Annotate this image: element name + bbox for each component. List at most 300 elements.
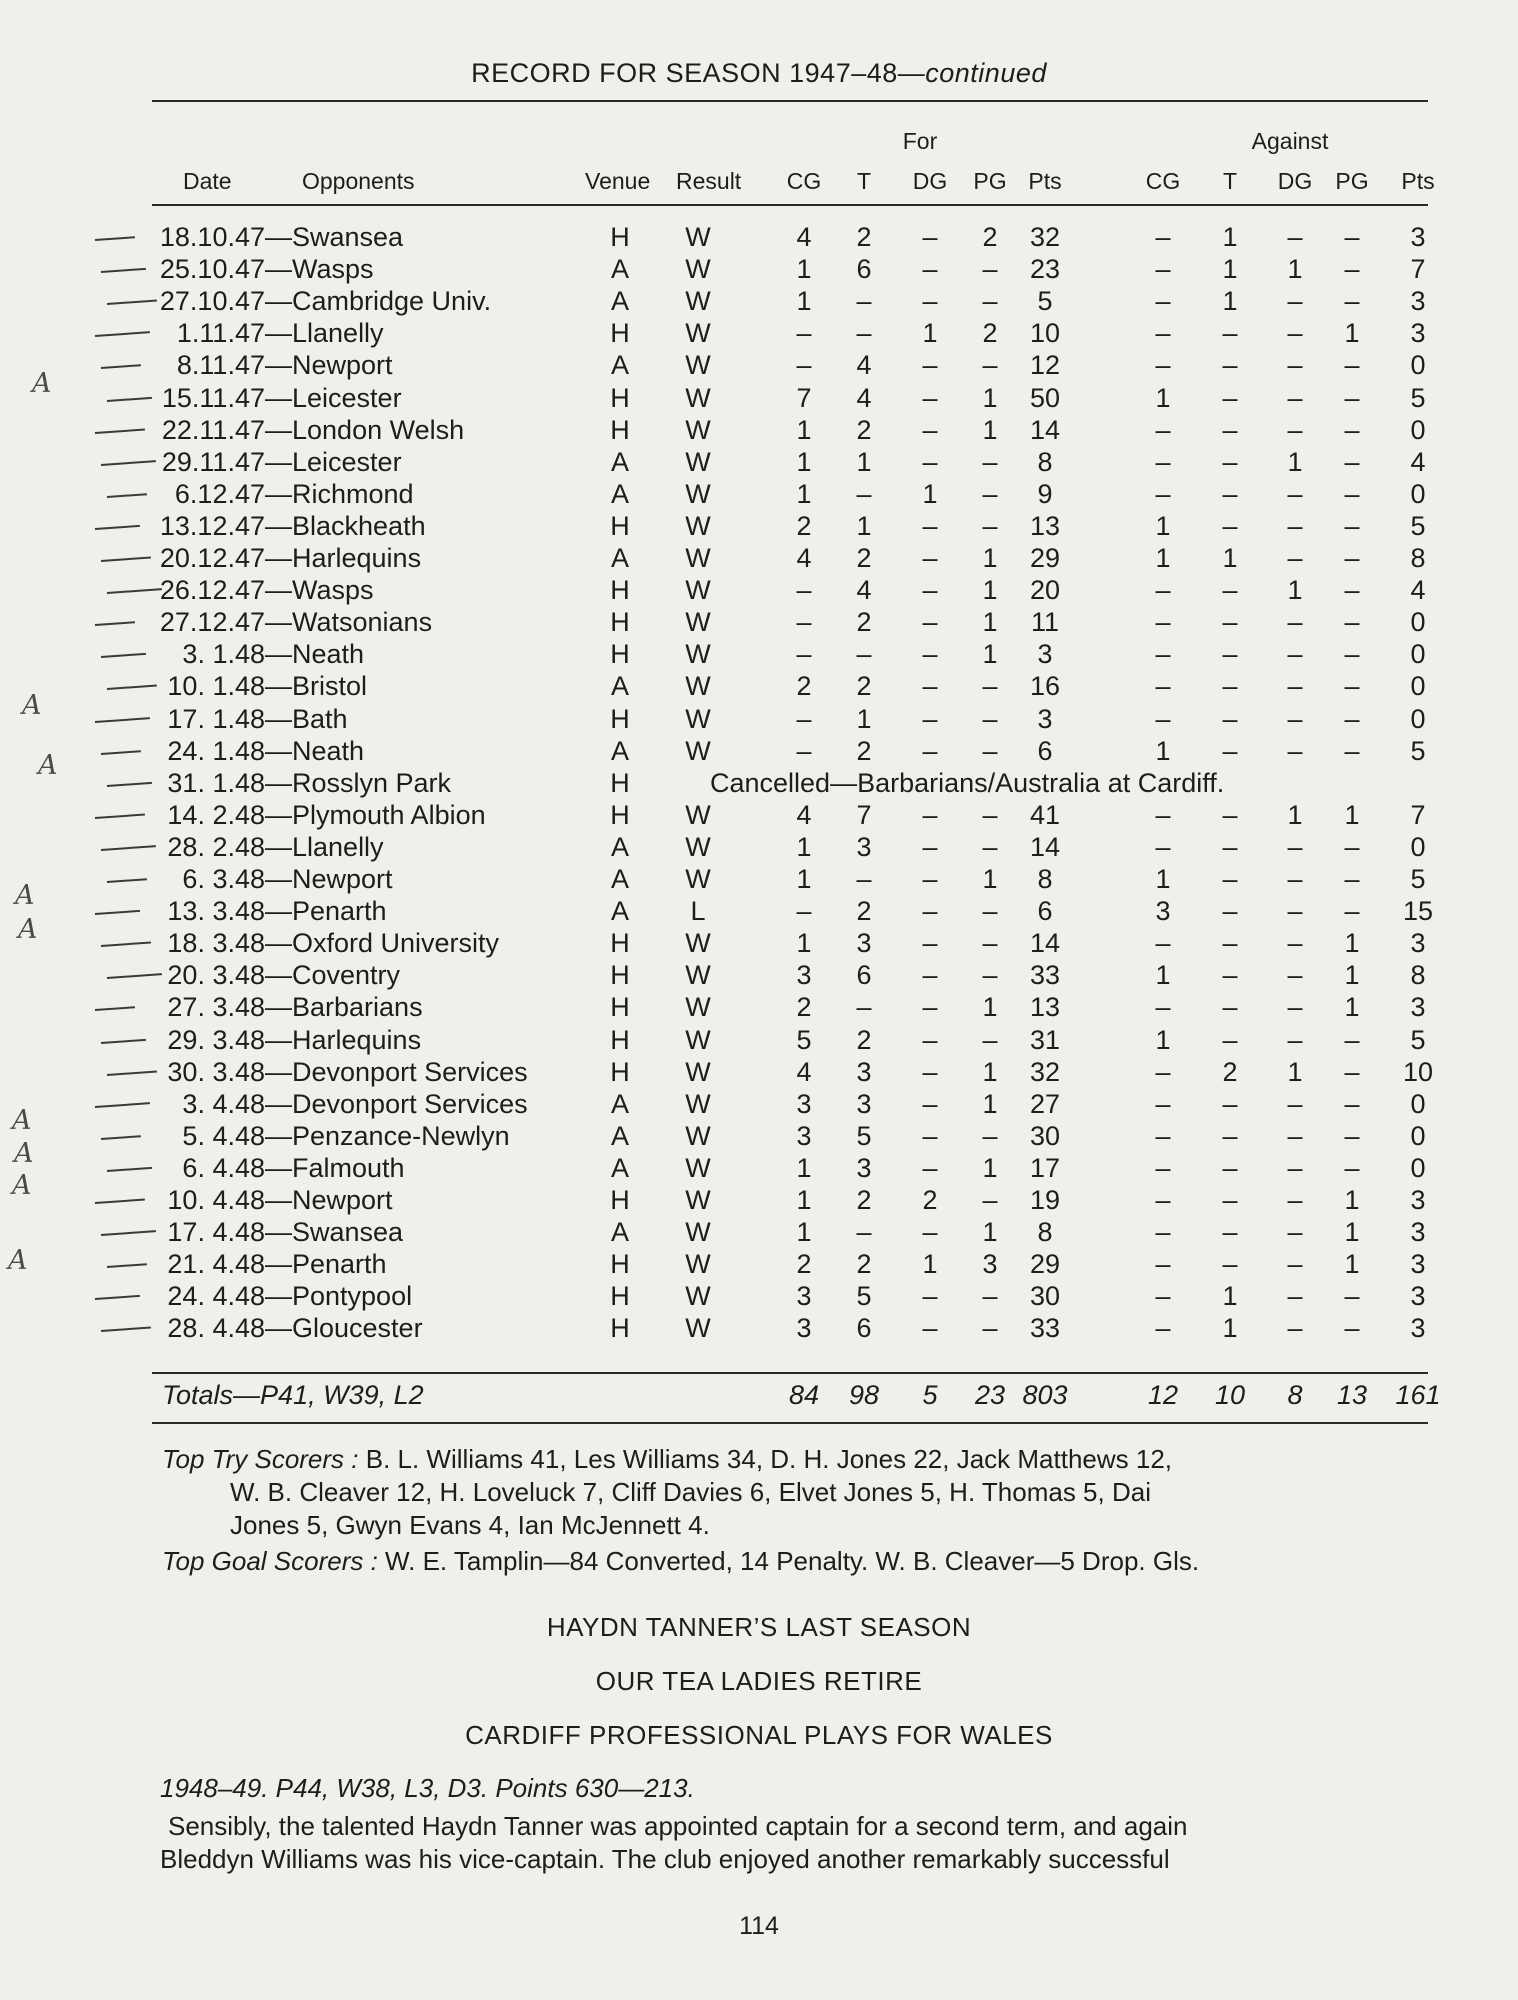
against-cg: – — [1155, 639, 1171, 669]
for-dg: – — [922, 1089, 938, 1119]
against-t: – — [1222, 575, 1238, 605]
for-pg: 1 — [982, 1217, 998, 1247]
for-dg: – — [922, 1217, 938, 1247]
for-pg: – — [982, 1121, 998, 1151]
for-dg: – — [922, 992, 938, 1022]
for-dg: 1 — [922, 318, 938, 348]
for-pts: 23 — [1029, 254, 1061, 284]
for-pg: 1 — [982, 607, 998, 637]
for-dg: – — [922, 928, 938, 958]
for-pts: 13 — [1029, 992, 1061, 1022]
for-dg: – — [922, 1025, 938, 1055]
for-t: 7 — [856, 800, 872, 830]
for-t: 1 — [856, 447, 872, 477]
against-cg: – — [1155, 1281, 1171, 1311]
for-t: 6 — [856, 1313, 872, 1343]
venue: A — [610, 832, 629, 862]
match-date: 30. 3.48— — [167, 1057, 292, 1087]
for-cg: 1 — [796, 415, 812, 445]
for-dg: – — [922, 286, 938, 316]
against-dg: – — [1287, 607, 1303, 637]
for-pg: 1 — [982, 864, 998, 894]
header-date: Date — [183, 168, 232, 194]
for-cg: 1 — [796, 286, 812, 316]
for-cg: 3 — [796, 960, 812, 990]
for-pts: 30 — [1029, 1121, 1061, 1151]
for-pg: – — [982, 800, 998, 830]
match-date: 31. 1.48— — [167, 768, 292, 798]
opponent-name: Pontypool — [292, 1281, 413, 1311]
for-cg: – — [796, 350, 812, 380]
for-dg: – — [922, 575, 938, 605]
opponent-name: Bath — [292, 704, 348, 734]
against-dg: – — [1287, 928, 1303, 958]
total-against-pts: 161 — [1395, 1380, 1441, 1410]
for-pg: 1 — [982, 383, 998, 413]
for-dg: – — [922, 704, 938, 734]
opponent-name: Devonport Services — [292, 1089, 528, 1119]
against-cg: – — [1155, 1153, 1171, 1183]
for-cg: 1 — [796, 254, 812, 284]
venue: A — [610, 479, 629, 509]
venue: H — [610, 415, 630, 445]
header-against-pts: Pts — [1401, 168, 1435, 194]
against-t: – — [1222, 864, 1238, 894]
for-cg: 3 — [796, 1313, 812, 1343]
for-dg: – — [922, 1281, 938, 1311]
against-dg: – — [1287, 318, 1303, 348]
for-t: 1 — [856, 704, 872, 734]
for-cg: 1 — [796, 447, 812, 477]
opponent-name: Cambridge Univ. — [292, 286, 492, 316]
against-t: – — [1222, 607, 1238, 637]
against-pg: – — [1344, 704, 1360, 734]
against-dg: – — [1287, 543, 1303, 573]
for-pg: 1 — [982, 1153, 998, 1183]
body-line-2: Bleddyn Williams was his vice-captain. The club enjoyed another remarkably successful — [160, 1844, 1170, 1874]
against-pg: – — [1344, 575, 1360, 605]
against-pts: 4 — [1410, 575, 1426, 605]
result: W — [685, 254, 711, 284]
against-t: – — [1222, 896, 1238, 926]
for-t: 4 — [856, 575, 872, 605]
venue: A — [610, 350, 629, 380]
against-pg: 1 — [1344, 960, 1360, 990]
cancellation-note: Cancelled—Barbarians/Australia at Cardiff. — [710, 768, 1225, 798]
for-pts: 16 — [1029, 671, 1061, 701]
for-pg: 3 — [982, 1249, 998, 1279]
for-dg: – — [922, 254, 938, 284]
against-dg: – — [1287, 639, 1303, 669]
result: W — [685, 864, 711, 894]
opponent-name: Swansea — [292, 222, 404, 252]
against-pg: – — [1344, 1121, 1360, 1151]
against-cg: – — [1155, 479, 1171, 509]
for-pts: 33 — [1029, 960, 1061, 990]
for-cg: 1 — [796, 479, 812, 509]
against-pts: 3 — [1410, 1313, 1426, 1343]
venue: A — [610, 671, 629, 701]
against-cg: – — [1155, 222, 1171, 252]
match-date: 14. 2.48— — [167, 800, 292, 830]
match-date: 27. 3.48— — [167, 992, 292, 1022]
for-pts: 10 — [1029, 318, 1061, 348]
against-pts: 0 — [1410, 607, 1426, 637]
match-date: 26.12.47— — [159, 575, 292, 605]
total-against-pg: 13 — [1336, 1380, 1368, 1410]
heading-professional: CARDIFF PROFESSIONAL PLAYS FOR WALES — [465, 1720, 1053, 1750]
venue: H — [610, 960, 630, 990]
against-pg: – — [1344, 832, 1360, 862]
against-pts: 5 — [1410, 1025, 1426, 1055]
against-dg: – — [1287, 736, 1303, 766]
against-t: – — [1222, 1249, 1238, 1279]
venue: A — [610, 1089, 629, 1119]
against-cg: – — [1155, 800, 1171, 830]
venue: A — [610, 1217, 629, 1247]
against-cg: – — [1155, 415, 1171, 445]
against-t: – — [1222, 383, 1238, 413]
against-pg: – — [1344, 1057, 1360, 1087]
result: W — [685, 415, 711, 445]
against-pg: – — [1344, 222, 1360, 252]
against-dg: – — [1287, 864, 1303, 894]
for-cg: – — [796, 575, 812, 605]
against-t: – — [1222, 1089, 1238, 1119]
against-pts: 0 — [1410, 639, 1426, 669]
pencil-tick-mark — [95, 236, 135, 241]
for-dg: – — [922, 383, 938, 413]
for-pts: 14 — [1029, 928, 1061, 958]
for-pts: 19 — [1029, 1185, 1061, 1215]
for-pg: – — [982, 1025, 998, 1055]
against-dg: – — [1287, 1185, 1303, 1215]
for-t: 2 — [856, 543, 872, 573]
against-pg: – — [1344, 671, 1360, 701]
venue: A — [610, 447, 629, 477]
against-dg: – — [1287, 704, 1303, 734]
for-t: – — [856, 286, 872, 316]
venue: H — [610, 511, 630, 541]
venue: A — [610, 1153, 629, 1183]
for-pts: 8 — [1037, 864, 1053, 894]
total-for-pts: 803 — [1022, 1380, 1068, 1410]
against-dg: – — [1287, 383, 1303, 413]
against-pts: 15 — [1402, 896, 1434, 926]
against-dg: 1 — [1287, 447, 1303, 477]
against-t: 1 — [1222, 254, 1238, 284]
match-date: 6. 3.48— — [182, 864, 292, 894]
result: W — [685, 511, 711, 541]
for-t: – — [856, 639, 872, 669]
against-pts: 3 — [1410, 1185, 1426, 1215]
against-cg: 1 — [1155, 736, 1171, 766]
venue: H — [610, 1249, 630, 1279]
for-dg: 1 — [922, 1249, 938, 1279]
venue: A — [610, 896, 629, 926]
against-dg: 1 — [1287, 800, 1303, 830]
opponent-name: Harlequins — [292, 1025, 422, 1055]
for-pg: 1 — [982, 415, 998, 445]
match-date: 8.11.47— — [176, 350, 292, 380]
venue: H — [610, 1025, 630, 1055]
against-t: 1 — [1222, 286, 1238, 316]
against-pts: 8 — [1410, 960, 1426, 990]
result: W — [685, 607, 711, 637]
for-cg: – — [796, 607, 812, 637]
header-against-t: T — [1222, 168, 1238, 194]
against-t: – — [1222, 1153, 1238, 1183]
total-for-pg: 23 — [974, 1380, 1006, 1410]
against-cg: – — [1155, 1089, 1171, 1119]
against-t: 1 — [1222, 1281, 1238, 1311]
for-dg: – — [922, 832, 938, 862]
result: W — [685, 1057, 711, 1087]
venue: H — [610, 383, 630, 413]
against-dg: – — [1287, 479, 1303, 509]
venue: H — [610, 992, 630, 1022]
for-cg: 3 — [796, 1281, 812, 1311]
against-cg: – — [1155, 286, 1171, 316]
match-date: 24. 1.48— — [167, 736, 292, 766]
total-against-t: 10 — [1214, 1380, 1246, 1410]
for-pg: – — [982, 928, 998, 958]
for-pts: 31 — [1029, 1025, 1061, 1055]
for-t: 6 — [856, 254, 872, 284]
against-t: – — [1222, 318, 1238, 348]
match-date: 5. 4.48— — [182, 1121, 292, 1151]
against-dg: – — [1287, 1089, 1303, 1119]
against-pg: 1 — [1344, 800, 1360, 830]
match-date: 17. 4.48— — [167, 1217, 292, 1247]
against-cg: – — [1155, 1217, 1171, 1247]
pencil-tick-mark — [95, 621, 135, 626]
against-cg: 1 — [1155, 960, 1171, 990]
result: W — [685, 992, 711, 1022]
against-pts: 3 — [1410, 1249, 1426, 1279]
result: W — [685, 1281, 711, 1311]
heading-tanner: HAYDN TANNER’S LAST SEASON — [546, 1612, 972, 1642]
against-dg: – — [1287, 1217, 1303, 1247]
result: W — [685, 575, 711, 605]
against-dg: 1 — [1287, 254, 1303, 284]
result: W — [685, 350, 711, 380]
against-t: – — [1222, 350, 1238, 380]
opponent-name: Plymouth Albion — [292, 800, 486, 830]
against-cg: – — [1155, 1121, 1171, 1151]
against-pts: 0 — [1410, 1089, 1426, 1119]
for-dg: – — [922, 1313, 938, 1343]
for-cg: – — [796, 318, 812, 348]
against-t: – — [1222, 415, 1238, 445]
margin-annotation: A — [12, 1105, 32, 1136]
top-rule — [152, 100, 1428, 102]
against-pts: 10 — [1402, 1057, 1434, 1087]
opponent-name: Falmouth — [292, 1153, 405, 1183]
for-pts: 9 — [1037, 479, 1053, 509]
match-date: 24. 4.48— — [167, 1281, 292, 1311]
opponent-name: Neath — [292, 736, 365, 766]
against-t: – — [1222, 1185, 1238, 1215]
opponent-name: Oxford University — [292, 928, 500, 958]
opponent-name: Newport — [292, 864, 393, 894]
header-for-pg: PG — [973, 168, 1007, 194]
match-date: 10. 1.48— — [167, 671, 292, 701]
against-pg: 1 — [1344, 992, 1360, 1022]
against-pts: 0 — [1410, 350, 1426, 380]
against-t: – — [1222, 1217, 1238, 1247]
opponent-name: Gloucester — [292, 1313, 423, 1343]
match-date: 20.12.47— — [159, 543, 292, 573]
header-against-dg: DG — [1277, 168, 1313, 194]
result: W — [685, 960, 711, 990]
header-opponents: Opponents — [302, 168, 415, 194]
for-pts: 6 — [1037, 736, 1053, 766]
opponent-name: Barbarians — [292, 992, 423, 1022]
venue: H — [610, 575, 630, 605]
match-date: 27.12.47— — [159, 607, 292, 637]
opponent-name: Coventry — [292, 960, 401, 990]
against-t: – — [1222, 960, 1238, 990]
against-cg: – — [1155, 254, 1171, 284]
for-pg: – — [982, 832, 998, 862]
against-pts: 3 — [1410, 318, 1426, 348]
against-dg: – — [1287, 992, 1303, 1022]
against-cg: – — [1155, 1185, 1171, 1215]
for-t: 5 — [856, 1121, 872, 1151]
against-pts: 4 — [1410, 447, 1426, 477]
margin-annotation: A — [18, 914, 38, 945]
against-dg: – — [1287, 1025, 1303, 1055]
result: W — [685, 1153, 711, 1183]
result: W — [685, 447, 711, 477]
opponent-name: Watsonians — [292, 607, 433, 637]
for-t: – — [856, 1217, 872, 1247]
venue: H — [610, 1281, 630, 1311]
match-date: 13.12.47— — [159, 511, 292, 541]
against-pg: – — [1344, 415, 1360, 445]
for-dg: – — [922, 960, 938, 990]
for-cg: 7 — [796, 383, 812, 413]
against-dg: – — [1287, 671, 1303, 701]
match-date: 18.10.47— — [159, 222, 292, 252]
for-pts: 20 — [1029, 575, 1061, 605]
for-cg: 3 — [796, 1089, 812, 1119]
opponent-name: Newport — [292, 350, 393, 380]
total-for-dg: 5 — [922, 1380, 938, 1410]
for-pg: – — [982, 286, 998, 316]
match-date: 28. 2.48— — [167, 832, 292, 862]
against-pg: – — [1344, 383, 1360, 413]
header-for-pts: Pts — [1028, 168, 1062, 194]
against-dg: – — [1287, 1153, 1303, 1183]
total-against-dg: 8 — [1287, 1380, 1303, 1410]
result: W — [685, 286, 711, 316]
result: W — [685, 736, 711, 766]
against-cg: – — [1155, 607, 1171, 637]
against-cg: – — [1155, 1249, 1171, 1279]
try-text-2: W. B. Cleaver 12, H. Loveluck 7, Cliff Davies 6, Elvet Jones 5, H. Thomas 5, Dai — [230, 1477, 1151, 1507]
against-dg: – — [1287, 286, 1303, 316]
result: W — [685, 928, 711, 958]
against-pg: – — [1344, 350, 1360, 380]
result: W — [685, 543, 711, 573]
against-pg: – — [1344, 1025, 1360, 1055]
match-date: 1.11.47— — [176, 318, 292, 348]
against-t: – — [1222, 832, 1238, 862]
for-t: 2 — [856, 607, 872, 637]
against-pg: – — [1344, 864, 1360, 894]
for-dg: – — [922, 671, 938, 701]
against-pts: 8 — [1410, 543, 1426, 573]
for-pts: 17 — [1029, 1153, 1061, 1183]
opponent-name: Richmond — [292, 479, 414, 509]
for-t: 5 — [856, 1281, 872, 1311]
against-t: – — [1222, 511, 1238, 541]
for-pts: 14 — [1029, 415, 1061, 445]
opponent-name: Llanelly — [292, 832, 384, 862]
against-pg: – — [1344, 607, 1360, 637]
for-pg: 1 — [982, 1057, 998, 1087]
margin-annotation: A — [8, 1245, 28, 1276]
against-dg: – — [1287, 896, 1303, 926]
for-pts: 50 — [1029, 383, 1061, 413]
against-dg: – — [1287, 1281, 1303, 1311]
heading-tea-ladies: OUR TEA LADIES RETIRE — [595, 1666, 923, 1696]
against-cg: 1 — [1155, 864, 1171, 894]
for-t: – — [856, 864, 872, 894]
for-dg: – — [922, 447, 938, 477]
against-pts: 0 — [1410, 704, 1426, 734]
for-dg: – — [922, 1057, 938, 1087]
against-cg: – — [1155, 1057, 1171, 1087]
for-t: 2 — [856, 671, 872, 701]
for-pg: 1 — [982, 992, 998, 1022]
result: L — [690, 896, 706, 926]
result: W — [685, 800, 711, 830]
for-pg: – — [982, 960, 998, 990]
against-pts: 5 — [1410, 864, 1426, 894]
result: W — [685, 222, 711, 252]
against-pg: – — [1344, 639, 1360, 669]
against-dg: – — [1287, 222, 1303, 252]
goal-label: Top Goal Scorers : — [162, 1546, 378, 1576]
for-pg: – — [982, 1281, 998, 1311]
result: W — [685, 1249, 711, 1279]
against-pg: – — [1344, 286, 1360, 316]
result: W — [685, 671, 711, 701]
venue: H — [610, 704, 630, 734]
opponent-name: Newport — [292, 1185, 393, 1215]
for-pg: 1 — [982, 639, 998, 669]
body-line-1: Sensibly, the talented Haydn Tanner was appointed captain for a second term, and again — [168, 1811, 1188, 1841]
against-pg: – — [1344, 1313, 1360, 1343]
for-t: 3 — [856, 928, 872, 958]
match-date: 20. 3.48— — [167, 960, 292, 990]
for-dg: – — [922, 350, 938, 380]
for-pg: – — [982, 479, 998, 509]
against-t: – — [1222, 671, 1238, 701]
opponent-name: Neath — [292, 639, 365, 669]
for-cg: – — [796, 896, 812, 926]
for-dg: – — [922, 736, 938, 766]
venue: H — [610, 928, 630, 958]
for-t: – — [856, 479, 872, 509]
for-dg: – — [922, 896, 938, 926]
venue: A — [610, 864, 629, 894]
opponent-name: Bristol — [292, 671, 368, 701]
against-cg: – — [1155, 704, 1171, 734]
